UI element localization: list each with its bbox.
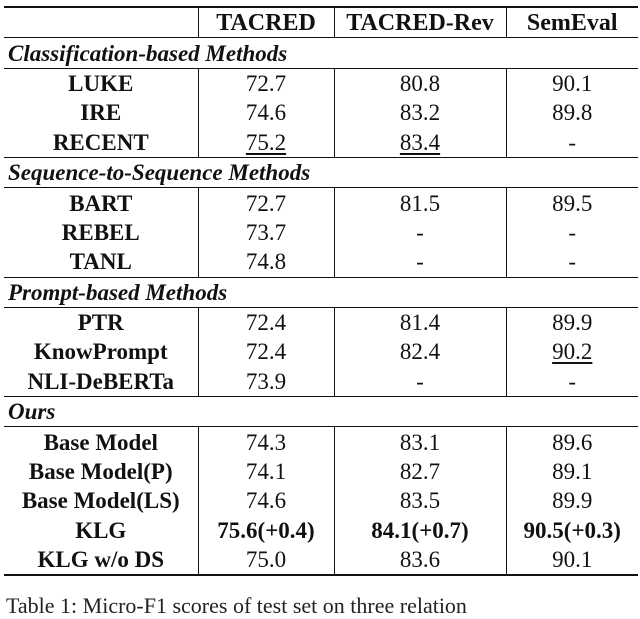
score-value: 90.2 [552, 339, 593, 365]
table-row [4, 337, 638, 366]
score-cell [506, 427, 638, 457]
score-value: 74.3 [245, 429, 287, 455]
score-cell [334, 128, 506, 158]
score-delta: (+0.4) [257, 517, 315, 543]
table-row [4, 427, 638, 457]
score-cell [334, 188, 506, 218]
score-cell [198, 247, 334, 277]
score-cell [334, 218, 506, 247]
score-cell [506, 98, 638, 127]
table-row [4, 218, 638, 247]
score-cell [334, 367, 506, 397]
table-row [4, 68, 638, 98]
score-value: 72.7 [245, 70, 287, 96]
score-cell [198, 486, 334, 515]
method-name: KLG w/o DS [4, 545, 198, 575]
table-row [4, 457, 638, 486]
score-cell [334, 516, 506, 545]
score-value: 83.1 [399, 429, 441, 455]
score-value: 90.1 [552, 547, 593, 573]
score-value: - [416, 249, 424, 275]
score-value: 80.8 [399, 70, 441, 96]
method-name: Base Model [4, 427, 198, 457]
score-cell [198, 427, 334, 457]
score-value: 72.4 [245, 339, 287, 365]
score-value: 73.7 [245, 219, 287, 245]
score-value: 89.6 [552, 429, 593, 455]
method-name: TANL [69, 249, 132, 275]
score-value: 72.4 [245, 310, 287, 336]
score-cell [334, 337, 506, 366]
score-value: 72.7 [245, 190, 287, 216]
score-cell [506, 307, 638, 337]
score-value: 75.2 [245, 129, 287, 155]
score-value: - [568, 129, 577, 155]
header-row [4, 7, 638, 38]
score-cell [198, 545, 334, 575]
score-value: 74.1 [245, 459, 287, 485]
score-value: 83.5 [399, 488, 441, 514]
method-name: PTR [4, 307, 198, 337]
table-row [4, 486, 638, 515]
score-cell [334, 427, 506, 457]
score-delta: (+0.7) [411, 517, 469, 543]
score-cell [198, 516, 334, 545]
score-value: 81.5 [399, 190, 441, 216]
header-tacred: TACRED [198, 7, 334, 38]
score-value: 75.6 [217, 517, 258, 543]
score-cell [198, 307, 334, 337]
method-name: NLI-DeBERTa [27, 368, 175, 394]
method-name: BART [4, 188, 198, 218]
table-row [4, 307, 638, 337]
section-header-row [4, 38, 638, 68]
score-cell [506, 337, 638, 366]
score-value: 89.5 [552, 190, 593, 216]
score-cell [506, 367, 638, 397]
score-value: - [416, 368, 424, 394]
score-cell [198, 68, 334, 98]
table-row [4, 247, 638, 277]
score-cell [506, 457, 638, 486]
score-value: 75.0 [245, 547, 287, 573]
score-value: 89.9 [552, 310, 593, 336]
section-title: Prompt-based Methods [4, 277, 638, 307]
score-cell [334, 307, 506, 337]
score-value: - [568, 219, 577, 245]
score-value: 89.1 [552, 459, 593, 485]
table-body [4, 38, 638, 576]
section-title: Sequence-to-Sequence Methods [4, 157, 638, 187]
method-name: KnowPrompt [33, 339, 168, 365]
score-cell [198, 128, 334, 158]
score-value: 74.6 [245, 488, 287, 514]
table-row [4, 188, 638, 218]
score-cell [334, 98, 506, 127]
table-row [4, 128, 638, 158]
score-cell [198, 98, 334, 127]
section-title: Ours [4, 397, 638, 427]
score-cell [506, 486, 638, 515]
score-cell [506, 218, 638, 247]
score-cell [198, 188, 334, 218]
score-cell [198, 457, 334, 486]
header-semeval: SemEval [506, 7, 638, 38]
score-value: - [416, 219, 424, 245]
score-value: 74.6 [245, 100, 287, 126]
section-title: Classification-based Methods [4, 38, 638, 68]
score-value: 81.4 [399, 310, 441, 336]
method-name: IRE [80, 100, 122, 126]
score-cell [506, 128, 638, 158]
score-cell [334, 486, 506, 515]
score-value: - [568, 368, 577, 394]
score-value: 89.8 [552, 100, 593, 126]
score-cell [506, 247, 638, 277]
score-value: 89.9 [552, 488, 593, 514]
method-name: Base Model(P) [28, 459, 173, 485]
table-row [4, 545, 638, 575]
score-cell [334, 247, 506, 277]
method-name: Base Model(LS) [21, 488, 180, 514]
table-row [4, 367, 638, 397]
score-value: 82.4 [399, 339, 441, 365]
method-name: KLG [75, 517, 127, 543]
score-value: 83.6 [399, 547, 441, 573]
table-row [4, 98, 638, 127]
score-cell [506, 68, 638, 98]
table-row [4, 516, 638, 545]
header-tacred-rev: TACRED-Rev [334, 7, 506, 38]
score-value: 84.1 [371, 517, 412, 543]
method-name: REBEL [61, 219, 140, 245]
section-header-row [4, 397, 638, 427]
method-name: RECENT [52, 129, 149, 155]
score-cell [198, 367, 334, 397]
score-cell [334, 68, 506, 98]
header-empty [4, 7, 198, 38]
score-value: 90.1 [552, 70, 593, 96]
score-delta: (+0.3) [563, 517, 621, 543]
score-value: 73.9 [245, 368, 287, 394]
score-cell [198, 218, 334, 247]
score-cell [506, 545, 638, 575]
score-value: - [568, 249, 577, 275]
results-table [4, 6, 638, 576]
score-cell [506, 188, 638, 218]
section-header-row [4, 277, 638, 307]
score-value: 82.7 [399, 459, 441, 485]
score-value: 83.4 [399, 129, 441, 155]
score-value: 74.8 [245, 249, 287, 275]
score-cell [334, 457, 506, 486]
score-cell [334, 545, 506, 575]
score-cell [506, 516, 638, 545]
section-header-row [4, 157, 638, 187]
table-caption: Table 1: Micro-F1 scores of test set on three relation [6, 593, 467, 618]
score-value: 83.2 [399, 100, 441, 126]
method-name: LUKE [4, 68, 198, 98]
score-cell [198, 337, 334, 366]
score-value: 90.5 [523, 517, 564, 543]
